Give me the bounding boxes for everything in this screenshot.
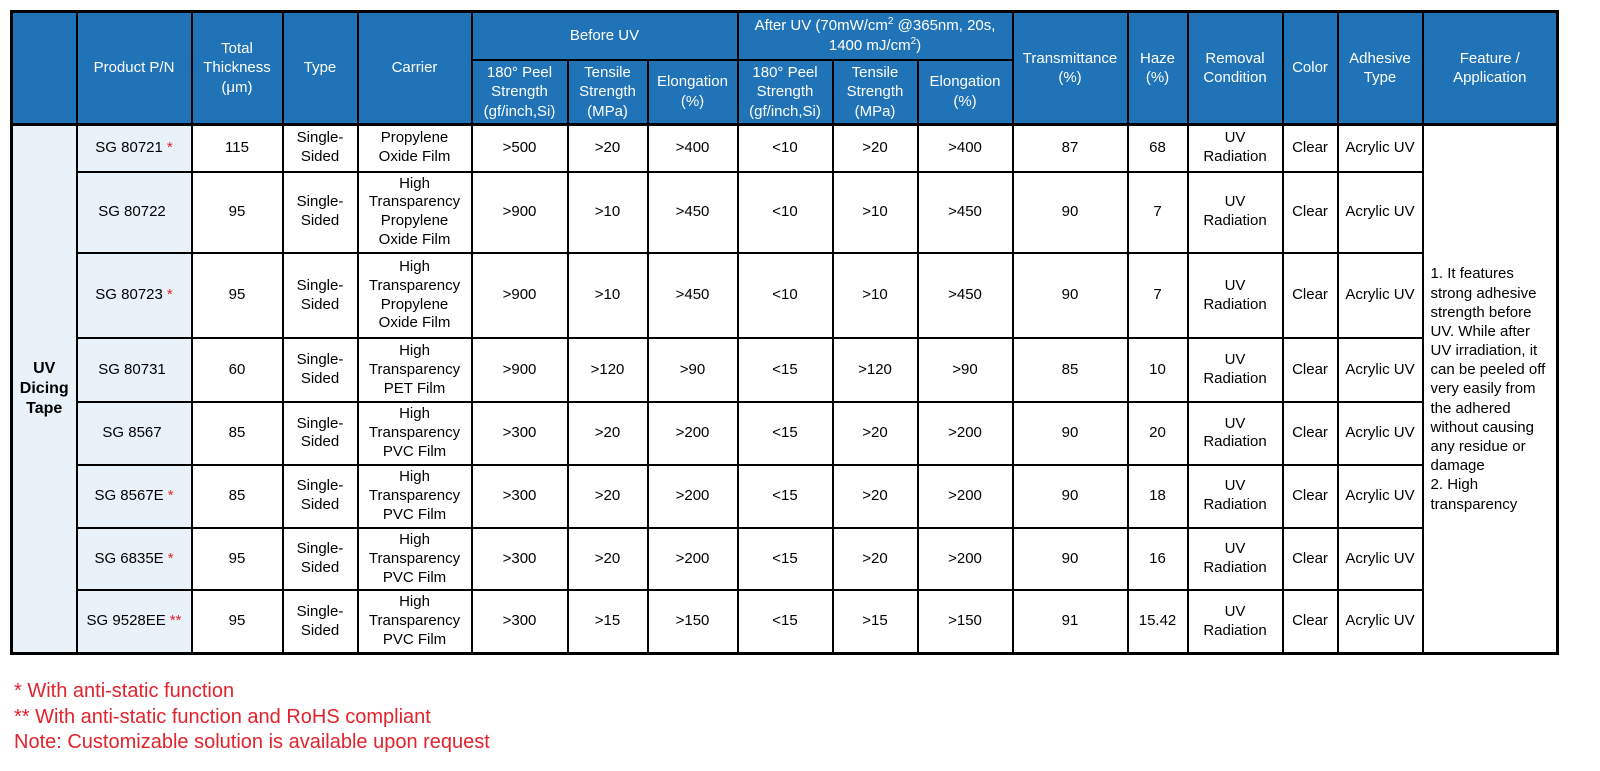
table-row [12,253,1558,338]
col-header-type: Type [283,12,358,125]
haze-cell: 20 [1128,402,1188,465]
table-row [12,172,1558,254]
before-tensile-cell: >10 [568,172,648,254]
col-header-removal-condition: Removal Condition [1188,12,1283,125]
haze-cell: 7 [1128,172,1188,254]
after-peel-cell: <10 [738,253,833,338]
product-pn: SG 80721 [95,138,163,156]
anti-static-mark: * [166,138,173,156]
after-elongation-cell: >200 [918,402,1013,465]
col-header-before-tensile-strength: Tensile Strength (MPa) [568,60,648,125]
haze-cell: 68 [1128,125,1188,172]
color-cell: Clear [1283,402,1338,465]
color-cell: Clear [1283,465,1338,528]
before-peel-cell: >300 [472,465,568,528]
before-elongation-cell: >90 [648,338,738,402]
after-tensile-cell: >15 [833,590,918,653]
superscript: 2 [887,16,894,28]
col-header-after-peel-strength: 180° Peel Strength (gf/inch,Si) [738,60,833,125]
after-peel-cell: <10 [738,125,833,172]
before-peel-cell: >900 [472,338,568,402]
type-cell: Single-Sided [283,253,358,338]
col-header-feature-application: Feature / Application [1423,12,1558,125]
product-pn: SG 8567E [94,486,164,504]
table-header [12,12,1558,125]
transmittance-cell: 90 [1013,253,1128,338]
table-row [12,465,1558,528]
removal-condition-cell: UV Radiation [1188,465,1283,528]
after-elongation-cell: >450 [918,253,1013,338]
superscript: 2 [910,35,917,47]
after-tensile-cell: >10 [833,172,918,254]
group-header-after-uv: After UV ($70mW/cm^2$ @365nm, 20s, 1400 $mJ/cm^2$) [738,12,1013,60]
transmittance-cell: 91 [1013,590,1128,653]
anti-static-mark: * [167,486,174,504]
type-cell: Single-Sided [283,338,358,402]
before-elongation-cell: >200 [648,528,738,591]
product-pn-cell [77,338,192,402]
after-elongation-cell: >90 [918,338,1013,402]
adhesive-type-cell: Acrylic UV [1338,253,1423,338]
product-pn: SG 80731 [98,360,166,378]
after-tensile-cell: >20 [833,528,918,591]
removal-condition-cell: UV Radiation [1188,253,1283,338]
carrier-cell: High Transparency PVC Film [358,528,472,591]
before-tensile-cell: >20 [568,125,648,172]
before-peel-cell: >300 [472,528,568,591]
color-cell: Clear [1283,172,1338,254]
table-row [12,338,1558,402]
before-tensile-cell: >10 [568,253,648,338]
feature-item-2: 2. High transparency [1430,476,1518,513]
footnotes [14,679,1600,756]
carrier-cell: High Transparency PET Film [358,338,472,402]
after-elongation-cell: >200 [918,528,1013,591]
before-peel-cell: >300 [472,402,568,465]
adhesive-type-cell: Acrylic UV [1338,402,1423,465]
adhesive-type-cell: Acrylic UV [1338,465,1423,528]
carrier-cell: High Transparency PVC Film [358,590,472,653]
removal-condition-cell: UV Radiation [1188,338,1283,402]
anti-static-mark: * [166,286,173,304]
before-peel-cell: >300 [472,590,568,653]
before-elongation-cell: >450 [648,172,738,254]
col-header-after-elongation: Elongation (%) [918,60,1013,125]
color-cell: Clear [1283,528,1338,591]
after-tensile-cell: >20 [833,125,918,172]
after-elongation-cell: >200 [918,465,1013,528]
product-pn-cell [77,125,192,172]
before-elongation-cell: >200 [648,402,738,465]
removal-condition-cell: UV Radiation [1188,590,1283,653]
product-pn-cell [77,402,192,465]
product-pn: SG 8567 [102,423,162,441]
adhesive-type-cell: Acrylic UV [1338,338,1423,402]
thickness-cell: 60 [192,338,283,402]
type-cell: Single-Sided [283,125,358,172]
col-header-product-pn: Product P/N [77,12,192,125]
transmittance-cell: 90 [1013,402,1128,465]
transmittance-cell: 90 [1013,465,1128,528]
product-pn: SG 9528EE [86,612,166,630]
feature-application-cell [1423,125,1558,654]
after-peel-cell: <15 [738,402,833,465]
transmittance-cell: 90 [1013,528,1128,591]
product-pn-cell [77,528,192,591]
type-cell: Single-Sided [283,465,358,528]
after-tensile-cell: >10 [833,253,918,338]
col-header-after-tensile-strength: Tensile Strength (MPa) [833,60,918,125]
before-tensile-cell: >20 [568,465,648,528]
group-header-before-uv: Before UV [472,12,738,60]
thickness-cell: 85 [192,465,283,528]
after-peel-cell: <15 [738,338,833,402]
product-pn: SG 6835E [94,549,164,567]
before-peel-cell: >900 [472,253,568,338]
uv-dicing-tape-spec-table [10,10,1559,655]
color-cell: Clear [1283,253,1338,338]
before-tensile-cell: >120 [568,338,648,402]
color-cell: Clear [1283,125,1338,172]
footnote-anti-static: * With anti-static function [14,680,235,703]
haze-cell: 7 [1128,253,1188,338]
col-header-total-thickness: Total Thickness (μm) [192,12,283,125]
carrier-cell: High Transparency Propylene Oxide Film [358,253,472,338]
table-row [12,590,1558,653]
thickness-cell: 115 [192,125,283,172]
color-cell: Clear [1283,590,1338,653]
category-label: UV Dicing Tape [12,125,77,654]
col-header-transmittance: Transmittance (%) [1013,12,1128,125]
color-cell: Clear [1283,338,1338,402]
removal-condition-cell: UV Radiation [1188,528,1283,591]
before-elongation-cell: >400 [648,125,738,172]
table-row [12,402,1558,465]
product-pn-cell [77,172,192,254]
carrier-cell: High Transparency PVC Film [358,402,472,465]
product-pn-cell [77,465,192,528]
after-tensile-cell: >20 [833,465,918,528]
product-pn-cell [77,590,192,653]
table-body [12,125,1558,654]
before-elongation-cell: >200 [648,465,738,528]
after-elongation-cell: >450 [918,172,1013,254]
type-cell: Single-Sided [283,590,358,653]
adhesive-type-cell: Acrylic UV [1338,528,1423,591]
haze-cell: 15.42 [1128,590,1188,653]
removal-condition-cell: UV Radiation [1188,125,1283,172]
adhesive-type-cell: Acrylic UV [1338,172,1423,254]
before-tensile-cell: >15 [568,590,648,653]
haze-cell: 10 [1128,338,1188,402]
after-tensile-cell: >120 [833,338,918,402]
col-header-before-peel-strength: 180° Peel Strength (gf/inch,Si) [472,60,568,125]
removal-condition-cell: UV Radiation [1188,402,1283,465]
after-tensile-cell: >20 [833,402,918,465]
haze-cell: 18 [1128,465,1188,528]
type-cell: Single-Sided [283,402,358,465]
anti-static-mark: ** [169,612,182,630]
thickness-cell: 85 [192,402,283,465]
transmittance-cell: 85 [1013,338,1128,402]
col-header-adhesive-type: Adhesive Type [1338,12,1423,125]
col-header-carrier: Carrier [358,12,472,125]
before-tensile-cell: >20 [568,528,648,591]
col-header-haze: Haze (%) [1128,12,1188,125]
type-cell: Single-Sided [283,172,358,254]
after-peel-cell: <10 [738,172,833,254]
after-peel-cell: <15 [738,465,833,528]
product-pn: SG 80723 [95,286,163,304]
carrier-cell: High Transparency PVC Film [358,465,472,528]
after-elongation-cell: >400 [918,125,1013,172]
thickness-cell: 95 [192,590,283,653]
before-peel-cell: >900 [472,172,568,254]
before-elongation-cell: >150 [648,590,738,653]
removal-condition-cell: UV Radiation [1188,172,1283,254]
carrier-cell: Propylene Oxide Film [358,125,472,172]
footnote-customizable: Note: Customizable solution is available upon request [14,731,490,754]
thickness-cell: 95 [192,528,283,591]
type-cell: Single-Sided [283,528,358,591]
after-peel-cell: <15 [738,590,833,653]
before-tensile-cell: >20 [568,402,648,465]
transmittance-cell: 87 [1013,125,1128,172]
haze-cell: 16 [1128,528,1188,591]
feature-item-1: 1. It features strong adhesive strength before UV. While after UV irradiation, it can be peeled off very easily from the adhered without causing any residue or damage [1430,265,1546,475]
footnote-anti-static-rohs: ** With anti-static function and RoHS compliant [14,705,431,728]
product-pn-cell [77,253,192,338]
carrier-cell: High Transparency Propylene Oxide Film [358,172,472,254]
thickness-cell: 95 [192,172,283,254]
product-pn: SG 80722 [98,202,166,220]
table-row [12,528,1558,591]
transmittance-cell: 90 [1013,172,1128,254]
before-peel-cell: >500 [472,125,568,172]
col-header-before-elongation: Elongation (%) [648,60,738,125]
table-row [12,125,1558,172]
after-elongation-cell: >150 [918,590,1013,653]
after-peel-cell: <15 [738,528,833,591]
adhesive-type-cell: Acrylic UV [1338,590,1423,653]
thickness-cell: 95 [192,253,283,338]
col-header-color: Color [1283,12,1338,125]
anti-static-mark: * [167,549,174,567]
before-elongation-cell: >450 [648,253,738,338]
corner-cell [12,12,77,125]
adhesive-type-cell: Acrylic UV [1338,125,1423,172]
